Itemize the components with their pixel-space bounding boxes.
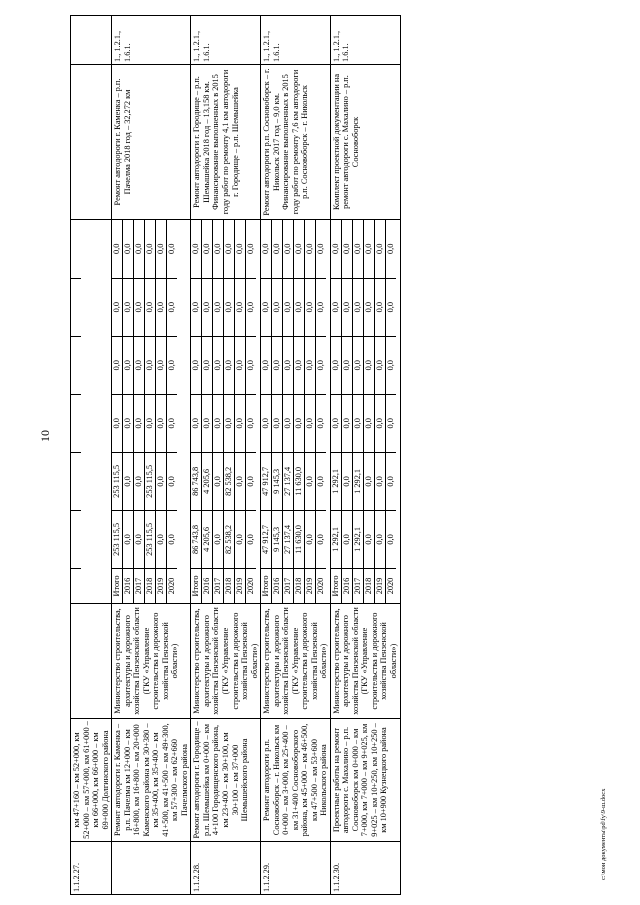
funding-value: 1 292,1 bbox=[352, 452, 363, 510]
funding-value: 0,0 bbox=[167, 452, 178, 510]
funding-value: 0,0 bbox=[261, 336, 272, 394]
funding-value: 0,0 bbox=[363, 336, 374, 394]
funding-value: 253 115,5 bbox=[112, 452, 123, 510]
activity-name: Проектные работы на ремонт автодороги с. Махалино – р.п. Сосновоборск км 0+000 – км 7+000, км 7+000 – км 9+025, км 9+025 – км 10+250, км 10+250 – км 10+900 Кузнецкого района bbox=[330, 719, 400, 842]
funding-value: 0,0 bbox=[123, 394, 134, 452]
funding-value: 4 205,6 bbox=[202, 452, 213, 510]
funding-table bbox=[112, 220, 177, 603]
funding-year: 2019 bbox=[374, 569, 385, 604]
row-number bbox=[112, 842, 191, 895]
funding-value: 0,0 bbox=[235, 336, 246, 394]
funding-value: 86 743,8 bbox=[191, 452, 202, 510]
funding-year: 2016 bbox=[123, 569, 134, 604]
funding-value: 0,0 bbox=[167, 278, 178, 336]
funding-value: 0,0 bbox=[385, 336, 396, 394]
funding-value bbox=[71, 278, 81, 336]
funding-value: 0,0 bbox=[331, 220, 342, 278]
funding-line bbox=[352, 220, 363, 603]
funding-value: 1 292,1 bbox=[331, 452, 342, 510]
funding-value: 0,0 bbox=[145, 278, 156, 336]
funding-year: Итого bbox=[191, 569, 202, 604]
indicators bbox=[71, 16, 112, 65]
funding-value: 0,0 bbox=[385, 510, 396, 568]
funding-value: 0,0 bbox=[246, 394, 257, 452]
funding-value: 0,0 bbox=[156, 220, 167, 278]
funding-value: 0,0 bbox=[145, 220, 156, 278]
funding-value: 0,0 bbox=[341, 278, 352, 336]
funding-value: 0,0 bbox=[385, 278, 396, 336]
activity-name: км 47+160 – км 52+000, км 52+000 – км 57+000, км 61+000 – км 66+000, км 66+000 – км 69+000 Долгинского района bbox=[71, 719, 112, 842]
funding-value: 0,0 bbox=[235, 452, 246, 510]
funding-value: 0,0 bbox=[341, 452, 352, 510]
funding-value: 0,0 bbox=[156, 336, 167, 394]
funding-value: 1 292,1 bbox=[331, 510, 342, 568]
funding-line bbox=[134, 220, 145, 603]
funding-value: 0,0 bbox=[134, 510, 145, 568]
funding-line bbox=[202, 220, 213, 603]
funding-value: 0,0 bbox=[202, 336, 213, 394]
funding-value: 0,0 bbox=[246, 510, 257, 568]
funding-value: 0,0 bbox=[363, 220, 374, 278]
funding-year: 2019 bbox=[235, 569, 246, 604]
funding-value: 253 115,5 bbox=[112, 510, 123, 568]
funding-value: 0,0 bbox=[246, 278, 257, 336]
funding-value: 11 630,0 bbox=[294, 510, 305, 568]
funding-value: 0,0 bbox=[374, 452, 385, 510]
funding-year: 2017 bbox=[352, 569, 363, 604]
funding-value: 0,0 bbox=[283, 220, 294, 278]
funding-value: 0,0 bbox=[112, 220, 123, 278]
funding-line bbox=[316, 220, 327, 603]
funding-value: 0,0 bbox=[305, 220, 316, 278]
funding-line bbox=[305, 220, 316, 603]
funding-year: 2019 bbox=[305, 569, 316, 604]
funding-value: 0,0 bbox=[316, 278, 327, 336]
funding-value: 0,0 bbox=[261, 394, 272, 452]
funding-line bbox=[224, 220, 235, 603]
funding-value: 0,0 bbox=[191, 336, 202, 394]
funding-value: 0,0 bbox=[352, 220, 363, 278]
funding-value: 0,0 bbox=[305, 452, 316, 510]
executor bbox=[71, 604, 112, 719]
funding-value: 0,0 bbox=[123, 510, 134, 568]
funding-line bbox=[363, 220, 374, 603]
funding-value: 0,0 bbox=[363, 394, 374, 452]
funding-value: 1 292,1 bbox=[352, 510, 363, 568]
funding-value: 0,0 bbox=[213, 394, 224, 452]
funding-value: 0,0 bbox=[305, 336, 316, 394]
funding-value: 0,0 bbox=[123, 452, 134, 510]
funding-line bbox=[261, 220, 272, 603]
funding-value: 0,0 bbox=[156, 452, 167, 510]
funding-line bbox=[341, 220, 352, 603]
table-row bbox=[330, 16, 400, 895]
funding-value: 0,0 bbox=[331, 336, 342, 394]
funding-value: 82 538,2 bbox=[224, 510, 235, 568]
funding-value: 0,0 bbox=[224, 220, 235, 278]
funding-value: 0,0 bbox=[316, 336, 327, 394]
expected-result bbox=[71, 65, 112, 220]
funding-value: 0,0 bbox=[112, 336, 123, 394]
funding-year: 2018 bbox=[224, 569, 235, 604]
table-row bbox=[191, 16, 261, 895]
rotated-table-container bbox=[70, 15, 630, 895]
funding-value: 0,0 bbox=[156, 394, 167, 452]
funding-value: 0,0 bbox=[134, 336, 145, 394]
funding-year: 2020 bbox=[167, 569, 178, 604]
funding-value: 0,0 bbox=[294, 278, 305, 336]
funding-value bbox=[71, 452, 81, 510]
indicators: 1., 1.2.1., 1.6.1. bbox=[261, 16, 331, 65]
funding-value: 0,0 bbox=[331, 394, 342, 452]
row-number: 1.1.2.30. bbox=[330, 842, 400, 895]
funding-year: 2017 bbox=[213, 569, 224, 604]
funding-year: 2020 bbox=[316, 569, 327, 604]
funding-line bbox=[246, 220, 257, 603]
funding-year: 2018 bbox=[145, 569, 156, 604]
funding-cell bbox=[112, 220, 191, 604]
funding-value: 0,0 bbox=[123, 220, 134, 278]
funding-year: 2019 bbox=[156, 569, 167, 604]
funding-value bbox=[71, 394, 81, 452]
table-row bbox=[261, 16, 331, 895]
funding-value: 0,0 bbox=[363, 510, 374, 568]
funding-value: 0,0 bbox=[374, 220, 385, 278]
funding-value bbox=[71, 336, 81, 394]
executor: Министерство строительства, архитектуры и дорожного хозяйства Пензенской области (ГКУ «Управление строительства и дорожного хозяйства Пензенской области») bbox=[330, 604, 400, 719]
funding-year: 2016 bbox=[202, 569, 213, 604]
funding-table bbox=[331, 220, 396, 603]
funding-value: 0,0 bbox=[156, 278, 167, 336]
funding-value: 0,0 bbox=[235, 278, 246, 336]
funding-value bbox=[71, 510, 81, 568]
funding-year: 2016 bbox=[341, 569, 352, 604]
funding-year: 2018 bbox=[294, 569, 305, 604]
funding-value: 47 912,7 bbox=[261, 452, 272, 510]
funding-value: 0,0 bbox=[316, 452, 327, 510]
funding-value: 0,0 bbox=[352, 394, 363, 452]
funding-value: 0,0 bbox=[374, 394, 385, 452]
funding-value: 0,0 bbox=[305, 278, 316, 336]
funding-value: 0,0 bbox=[112, 394, 123, 452]
funding-value: 0,0 bbox=[363, 278, 374, 336]
funding-line bbox=[331, 220, 342, 603]
funding-value: 0,0 bbox=[352, 336, 363, 394]
program-table bbox=[70, 15, 401, 895]
funding-value: 82 538,2 bbox=[224, 452, 235, 510]
funding-value: 0,0 bbox=[374, 510, 385, 568]
funding-value: 0,0 bbox=[272, 336, 283, 394]
funding-value: 253 115,5 bbox=[145, 510, 156, 568]
row-number: 1.1.2.28. bbox=[191, 842, 261, 895]
funding-year: 2020 bbox=[246, 569, 257, 604]
funding-value: 0,0 bbox=[261, 278, 272, 336]
funding-line bbox=[385, 220, 396, 603]
funding-line bbox=[191, 220, 202, 603]
funding-value: 0,0 bbox=[261, 220, 272, 278]
funding-value: 0,0 bbox=[167, 510, 178, 568]
funding-value: 27 137,4 bbox=[283, 452, 294, 510]
funding-value: 0,0 bbox=[123, 336, 134, 394]
funding-value: 0,0 bbox=[112, 278, 123, 336]
expected-result: Ремонт автодороги г. Каменка – р.п. Пачелма 2018 год – 32,272 км bbox=[112, 65, 191, 220]
funding-value: 0,0 bbox=[134, 278, 145, 336]
funding-value: 4 205,6 bbox=[202, 510, 213, 568]
funding-value: 0,0 bbox=[246, 336, 257, 394]
funding-year: 2020 bbox=[385, 569, 396, 604]
funding-value: 0,0 bbox=[283, 336, 294, 394]
funding-line bbox=[156, 220, 167, 603]
funding-cell bbox=[191, 220, 261, 604]
funding-value: 0,0 bbox=[134, 452, 145, 510]
funding-value: 0,0 bbox=[235, 220, 246, 278]
activity-name: Ремонт автодороги г. Каменка – р.п. Пачелма км 12+000 – км 16+800, км 16+800 – км 20+000 Каменского района км 30+380 – км 35+400, км 35+400 – км 41+500, км 41+500 – км 49+300, км 57+300 – км 62+660 Пачелмского района bbox=[112, 719, 191, 842]
funding-value: 86 743,8 bbox=[191, 510, 202, 568]
table-row bbox=[71, 16, 112, 895]
funding-value: 0,0 bbox=[191, 394, 202, 452]
executor: Министерство строительства, архитектуры и дорожного хозяйства Пензенской области (ГКУ «Управление строительства и дорожного хозяйства Пензенской области») bbox=[261, 604, 331, 719]
funding-value: 0,0 bbox=[316, 510, 327, 568]
executor: Министерство строительства, архитектуры и дорожного хозяйства Пензенской области (ГКУ «Управление строительства и дорожного хозяйства Пензенской области») bbox=[112, 604, 191, 719]
row-number: 1.1.2.29. bbox=[261, 842, 331, 895]
footer-file-path: c:\мои документы\pd\fy\9-ш.docx bbox=[600, 788, 607, 880]
funding-value: 0,0 bbox=[283, 394, 294, 452]
funding-value: 0,0 bbox=[316, 394, 327, 452]
funding-cell bbox=[261, 220, 331, 604]
activity-name: Ремонт автодороги р.п. Сосновоборск – г. Никольск км 0+000 – км 3+000, км 25+400 – км 31+400 Сосновоборского района, км 45+000 – км 46+500, км 47+500 – км 53+600 Никольского района bbox=[261, 719, 331, 842]
executor: Министерство строительства, архитектуры и дорожного хозяйства Пензенской области (ГКУ «Управление строительства и дорожного хозяйства Пензенской области») bbox=[191, 604, 261, 719]
funding-value: 0,0 bbox=[341, 220, 352, 278]
funding-value: 0,0 bbox=[374, 336, 385, 394]
funding-value: 0,0 bbox=[341, 394, 352, 452]
funding-value: 0,0 bbox=[145, 336, 156, 394]
funding-value: 253 115,5 bbox=[145, 452, 156, 510]
funding-line bbox=[374, 220, 385, 603]
funding-value: 0,0 bbox=[272, 394, 283, 452]
funding-year: Итого bbox=[112, 569, 123, 604]
funding-value: 0,0 bbox=[224, 394, 235, 452]
funding-value: 0,0 bbox=[156, 510, 167, 568]
funding-line bbox=[167, 220, 178, 603]
indicators: 1., 1.2.1., 1.6.1. bbox=[191, 16, 261, 65]
table-row bbox=[112, 16, 191, 895]
funding-value: 27 137,4 bbox=[283, 510, 294, 568]
funding-value bbox=[71, 569, 81, 604]
funding-value: 0,0 bbox=[235, 394, 246, 452]
funding-value: 0,0 bbox=[167, 243, 177, 254]
funding-value: 0,0 bbox=[202, 278, 213, 336]
funding-value: 0,0 bbox=[202, 220, 213, 278]
funding-value: 0,0 bbox=[224, 336, 235, 394]
funding-value: 0,0 bbox=[224, 278, 235, 336]
funding-value: 0,0 bbox=[331, 278, 342, 336]
funding-value: 0,0 bbox=[213, 220, 224, 278]
funding-cell bbox=[71, 220, 112, 604]
funding-value: 0,0 bbox=[167, 336, 178, 394]
funding-value: 0,0 bbox=[305, 510, 316, 568]
expected-result: Комплект проектной документации на ремонт автодороги с. Махалино – р.п. Сосновоборск bbox=[330, 65, 400, 220]
funding-value: 0,0 bbox=[294, 336, 305, 394]
funding-value: 0,0 bbox=[191, 220, 202, 278]
funding-value: 0,0 bbox=[145, 394, 156, 452]
funding-table bbox=[71, 220, 81, 603]
funding-value: 0,0 bbox=[134, 394, 145, 452]
funding-value: 0,0 bbox=[352, 278, 363, 336]
indicators: 1., 1.2.1., 1.6.1. bbox=[112, 16, 191, 65]
funding-line bbox=[294, 220, 305, 603]
funding-value: 0,0 bbox=[235, 510, 246, 568]
funding-table bbox=[261, 220, 326, 603]
funding-value: 0,0 bbox=[213, 336, 224, 394]
funding-value: 0,0 bbox=[283, 278, 294, 336]
funding-value: 47 912,7 bbox=[261, 510, 272, 568]
funding-value: 0,0 bbox=[294, 394, 305, 452]
funding-line bbox=[213, 220, 224, 603]
funding-value: 0,0 bbox=[385, 243, 395, 254]
funding-cell bbox=[330, 220, 400, 604]
funding-line bbox=[272, 220, 283, 603]
funding-line bbox=[235, 220, 246, 603]
funding-value: 0,0 bbox=[305, 394, 316, 452]
funding-line bbox=[112, 220, 123, 603]
funding-line bbox=[145, 220, 156, 603]
funding-line bbox=[123, 220, 134, 603]
funding-year: 2017 bbox=[283, 569, 294, 604]
funding-year: 2016 bbox=[272, 569, 283, 604]
funding-value: 0,0 bbox=[272, 220, 283, 278]
expected-result: Ремонт автодороги г. Городище – р.п. Шемышейка 2018 год – 13,158 км. Финансирование выполненных в 2015 году работ по ремонту 4,1 км автодороги г. Городище – р.п. Шемышейка bbox=[191, 65, 261, 220]
funding-line bbox=[283, 220, 294, 603]
funding-value: 9 145,3 bbox=[272, 510, 283, 568]
funding-value: 9 145,3 bbox=[272, 452, 283, 510]
funding-value: 0,0 bbox=[246, 243, 256, 254]
funding-value: 0,0 bbox=[294, 220, 305, 278]
expected-result: Ремонт автодороги р.п. Сосновоборск – г. Никольск 2017 год – 9,0 км. Финансирование выполненных в 2015 году работ по ремонту 7,6 км автодороги р.п. Сосновоборск – г. Никольск bbox=[261, 65, 331, 220]
funding-value: 0,0 bbox=[213, 278, 224, 336]
funding-value: 0,0 bbox=[316, 243, 326, 254]
funding-value: 0,0 bbox=[363, 452, 374, 510]
row-number: 1.1.2.27. bbox=[71, 842, 112, 895]
funding-value: 0,0 bbox=[213, 452, 224, 510]
funding-year: Итого bbox=[331, 569, 342, 604]
funding-value: 0,0 bbox=[385, 452, 396, 510]
funding-year: 2018 bbox=[363, 569, 374, 604]
funding-value: 0,0 bbox=[191, 278, 202, 336]
funding-year: Итого bbox=[261, 569, 272, 604]
funding-value: 0,0 bbox=[134, 220, 145, 278]
funding-value: 0,0 bbox=[272, 278, 283, 336]
funding-value: 11 630,0 bbox=[294, 452, 305, 510]
funding-value: 0,0 bbox=[374, 278, 385, 336]
funding-value: 0,0 bbox=[167, 394, 178, 452]
funding-value: 0,0 bbox=[341, 336, 352, 394]
funding-value: 0,0 bbox=[213, 510, 224, 568]
funding-value: 0,0 bbox=[341, 510, 352, 568]
funding-value: 0,0 bbox=[385, 394, 396, 452]
funding-value bbox=[71, 220, 81, 278]
page-number: 10 bbox=[38, 430, 52, 442]
funding-value: 0,0 bbox=[202, 394, 213, 452]
funding-table bbox=[191, 220, 256, 603]
funding-value: 0,0 bbox=[246, 452, 257, 510]
funding-value: 0,0 bbox=[123, 278, 134, 336]
activity-name: Ремонт автодороги г. Городище – р.п. Шемышейка км 0+000 – км 4+100 Городищенского района, км 23+400 – км 30+100, км 30+100 – км 37+000 Шемышейского района bbox=[191, 719, 261, 842]
indicators: 1., 1.2.1., 1.6.1. bbox=[330, 16, 400, 65]
funding-year: 2017 bbox=[134, 569, 145, 604]
